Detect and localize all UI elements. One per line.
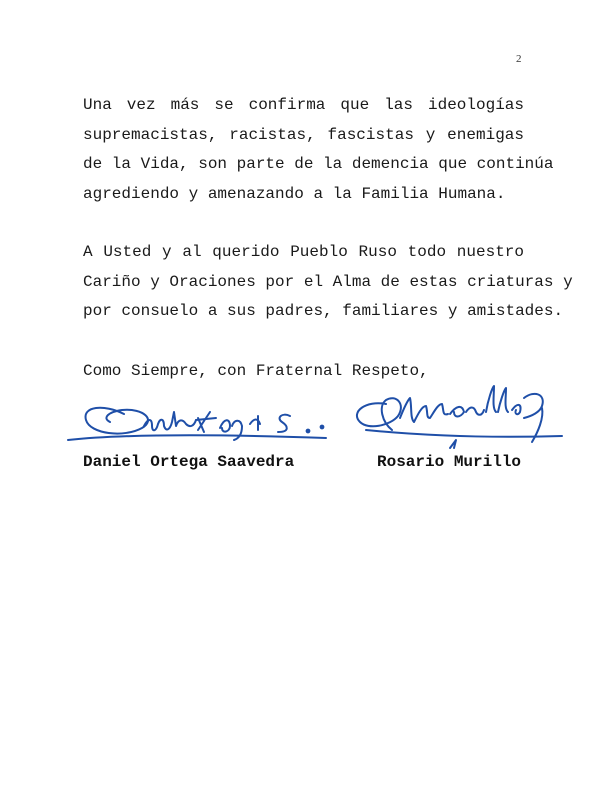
paragraph-line: por consuelo a sus padres, familiares y amistades.	[83, 302, 564, 320]
paragraph-2	[83, 238, 573, 327]
signatory-name-murillo: Rosario Murillo	[377, 453, 522, 471]
page-number: 2	[516, 53, 522, 65]
signature-ortega	[64, 394, 332, 454]
signatory-name-ortega: Daniel Ortega Saavedra	[83, 453, 295, 471]
paragraph-1	[83, 91, 554, 209]
paragraph-line: Cariño y Oraciones por el Alma de estas criaturas y	[83, 272, 573, 291]
signature-murillo	[346, 378, 566, 450]
paragraph-line: A Usted y al querido Pueblo Ruso todo nuestro	[83, 243, 524, 261]
paragraph-line: de la Vida, son parte de la demencia que continúa	[83, 155, 554, 173]
paragraph-line: agrediendo y amenazando a la Familia Humana.	[83, 184, 506, 203]
paragraph-line: Una vez más se confirma que las ideologías	[83, 96, 524, 114]
paragraph-line: supremacistas, racistas, fascistas y enemigas	[83, 125, 524, 144]
closing-salutation: Como Siempre, con Fraternal Respeto,	[83, 362, 429, 380]
